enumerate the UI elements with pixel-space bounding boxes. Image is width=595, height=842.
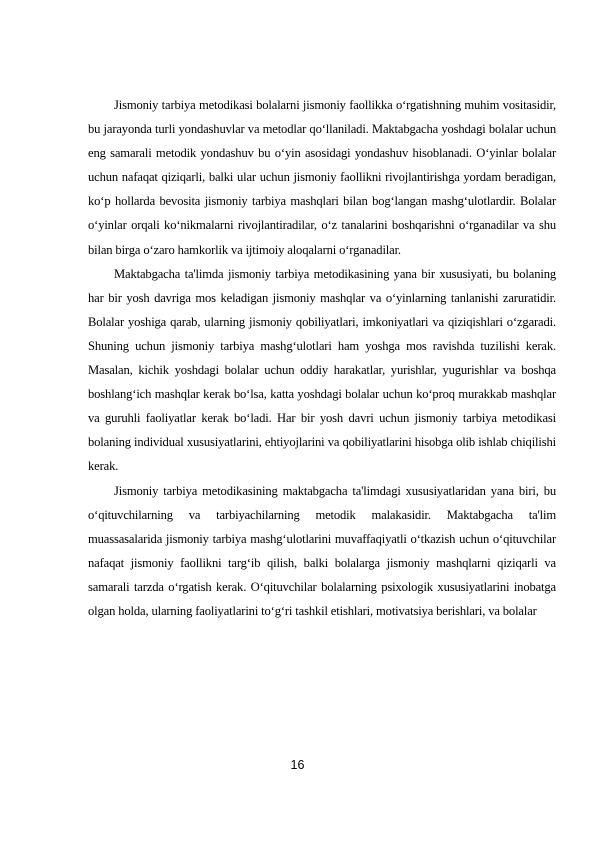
paragraph-2: Maktabgacha ta'limda jismoniy tarbiya metodikasining yana bir xususiyati, bu bolaning har bir yosh davriga mos keladigan jismoniy mashqlar va o‘yinlarning tanlanishi zaruratidir. Bolalar yoshiga qarab, ularning jismoniy qobiliyatlari, imkoniyatlari va qiziqishlari o‘zgaradi. Shuning uchun jismoniy tarbiya mashg‘ulotlari ham yoshga mos ravishda tuzilishi kerak. Masalan, kichik yoshdagi bolalar uchun oddiy harakatlar, yurishlar, yugurishlar va boshqa boshlang‘ich mashqlar kerak bo‘lsa, katta yoshdagi bolalar uchun ko‘proq murakkab mashqlar va guruhli faoliyatlar kerak bo‘ladi. Har bir yosh davri uchun jismoniy tarbiya metodikasi bolaning individual xususiyatlarini, ehtiyojlarini va qobiliyatlarini hisobga olib ishlab chiqilishi kerak.: [88, 266, 556, 474]
page-number: 16: [290, 758, 305, 772]
paragraph-1: Jismoniy tarbiya metodikasi bolalarni jismoniy faollikka o‘rgatishning muhim vositasidir, bu jarayonda turli yondashuvlar va metodlar qo‘llaniladi. Maktabgacha yoshdagi bolalar uchun eng samarali metodik yondashuv bu o‘yin asosidagi yondashuv hisoblanadi. O‘yinlar bolalar uchun nafaqat qiziqarli, balki ular uchun jismoniy faollikni rivojlantirishga yordam beradigan, ko‘p hollarda bevosita jismoniy tarbiya mashqlari bilan bog‘langan mashg‘ulotlardir. Bolalar o‘yinlar orqali ko‘nikmalarni rivojlantiradilar, o‘z tanalarini boshqarishni o‘rganadilar va shu bilan birga o‘zaro hamkorlik va ijtimoiy aloqalarni o‘rganadilar.: [88, 98, 556, 257]
paragraph-3: Jismoniy tarbiya metodikasining maktabgacha ta'limdagi xususiyatlaridan yana biri, bu o‘qituvchilarning va tarbiyachilarning metodik malakasidir. Maktabgacha ta'lim muassasalarida jismoniy tarbiya mashg‘ulotlarini muvaffaqiyatli o‘tkazish uchun o‘qituvchilar nafaqat jismoniy faollikni targ‘ib qilish, balki bolalarga jismoniy mashqlarni qiziqarli va samarali tarzda o‘rgatish kerak. O‘qituvchilar bolalarning psixologik xususiyatlarini inobatga olgan holda, ularning faoliyatlarini to‘g‘ri tashkil etishlari, motivatsiya berishlari, va bolalar: [88, 483, 556, 618]
document-body: [88, 93, 556, 623]
